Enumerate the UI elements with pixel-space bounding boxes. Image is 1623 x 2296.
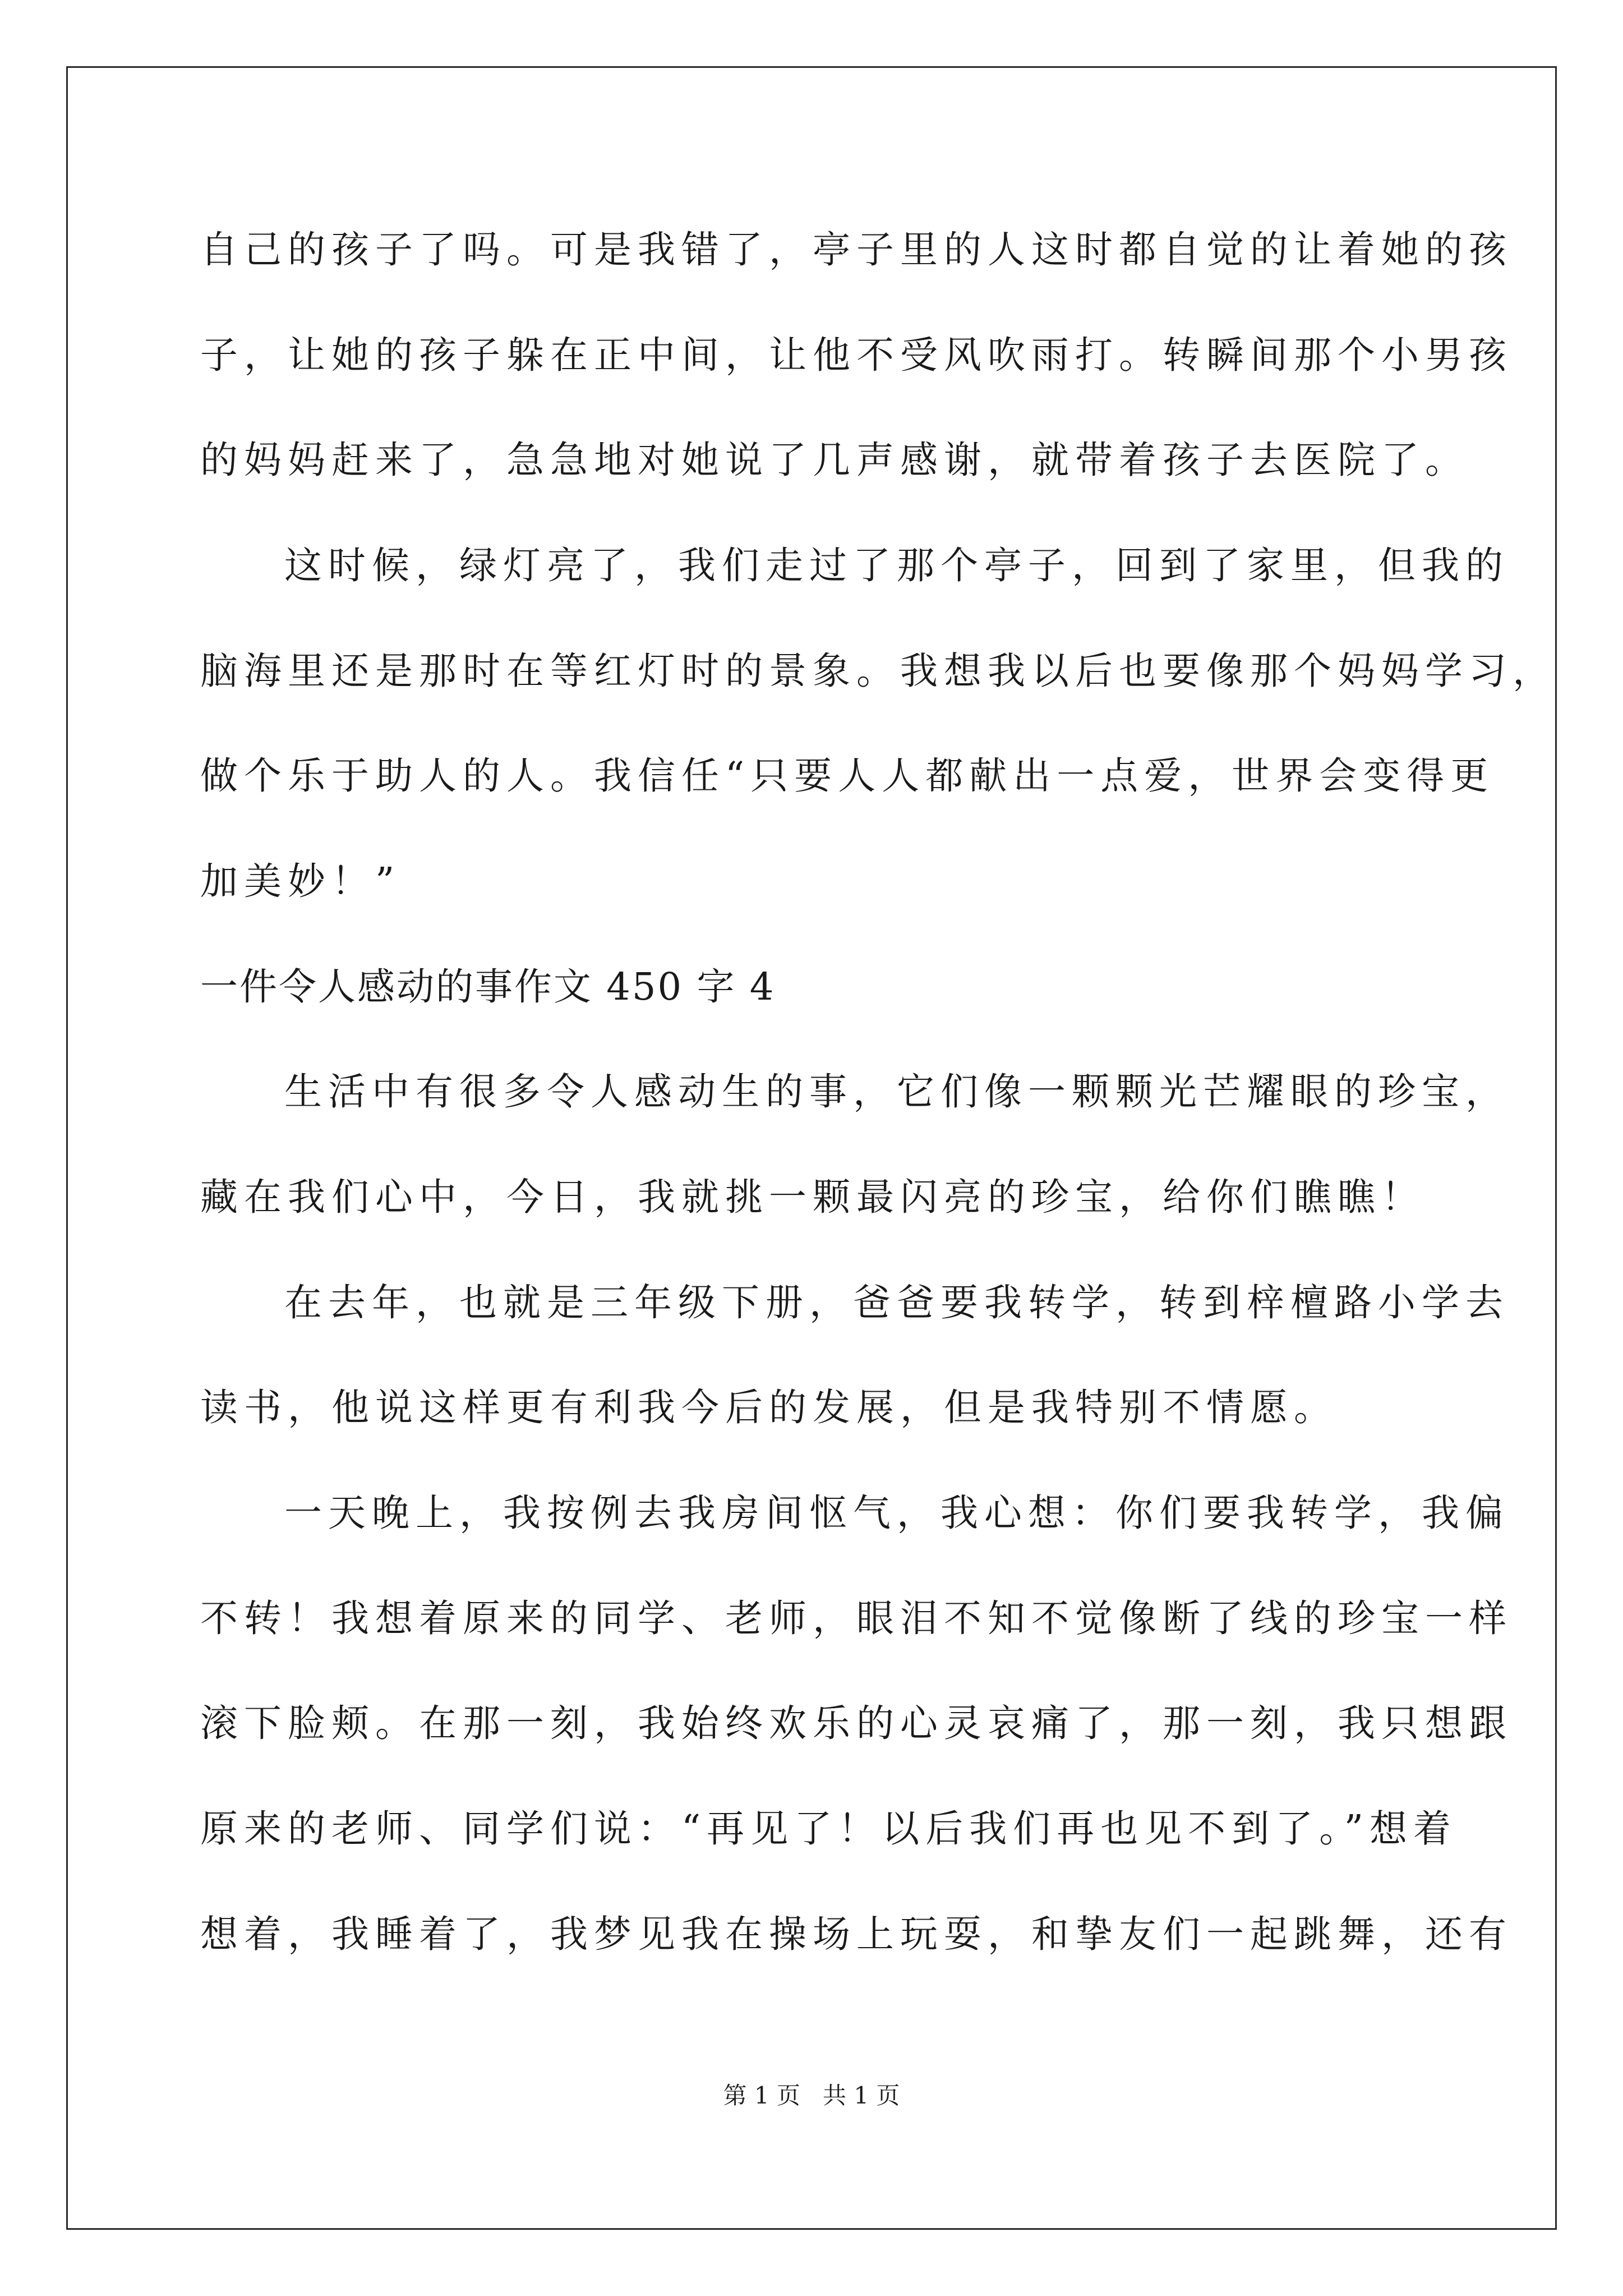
page-total: 共 1 页 — [823, 2082, 900, 2109]
text-line: 加美妙！” — [200, 859, 401, 903]
paragraph-start-line: 在去年，也就是三年级下册，爸爸要我转学，转到梓檀路小学去 — [284, 1281, 1509, 1324]
text-line: 不转！我想着原来的同学、老师，眼泪不知不觉像断了线的珍宝一样 — [200, 1596, 1513, 1640]
page-border — [66, 66, 1557, 2230]
text-line: 做个乐于助人的人。我信任“只要人人都献出一点爱，世界会变得更 — [200, 754, 1495, 798]
text-line: 的妈妈赶来了，急急地对她说了几声感谢，就带着孩子去医院了。 — [200, 438, 1469, 482]
text-line: 脑海里还是那时在等红灯时的景象。我想我以后也要像那个妈妈学习， — [200, 649, 1556, 693]
text-line: 自己的孩子了吗。可是我错了，亭子里的人这时都自觉的让着她的孩 — [200, 228, 1513, 272]
page-number: 第 1 页 — [723, 2082, 800, 2109]
section-heading: 一件令人感动的事作文 450 字 4 — [200, 965, 776, 1009]
text-line: 滚下脸颊。在那一刻，我始终欢乐的心灵哀痛了，那一刻，我只想跟 — [200, 1701, 1513, 1745]
text-line: 想着，我睡着了，我梦见我在操场上玩耍，和挚友们一起跳舞，还有 — [200, 1912, 1513, 1956]
page-footer — [0, 2084, 1623, 2108]
text-line: 藏在我们心中，今日，我就挑一颗最闪亮的珍宝，给你们瞧瞧！ — [200, 1175, 1425, 1219]
paragraph-start-line: 生活中有很多令人感动生的事，它们像一颗颗光芒耀眼的珍宝， — [284, 1070, 1509, 1114]
text-line: 子，让她的孩子躲在正中间，让他不受风吹雨打。转瞬间那个小男孩 — [200, 333, 1513, 377]
paragraph-start-line: 这时候，绿灯亮了，我们走过了那个亭子，回到了家里，但我的 — [284, 544, 1509, 587]
text-line: 读书，他说这样更有利我今后的发展，但是我特别不情愿。 — [200, 1386, 1338, 1429]
paragraph-start-line: 一天晚上，我按例去我房间怄气，我心想：你们要我转学，我偏 — [284, 1491, 1509, 1535]
text-line: 原来的老师、同学们说：“再见了！以后我们再也见不到了。”想着 — [200, 1807, 1458, 1851]
